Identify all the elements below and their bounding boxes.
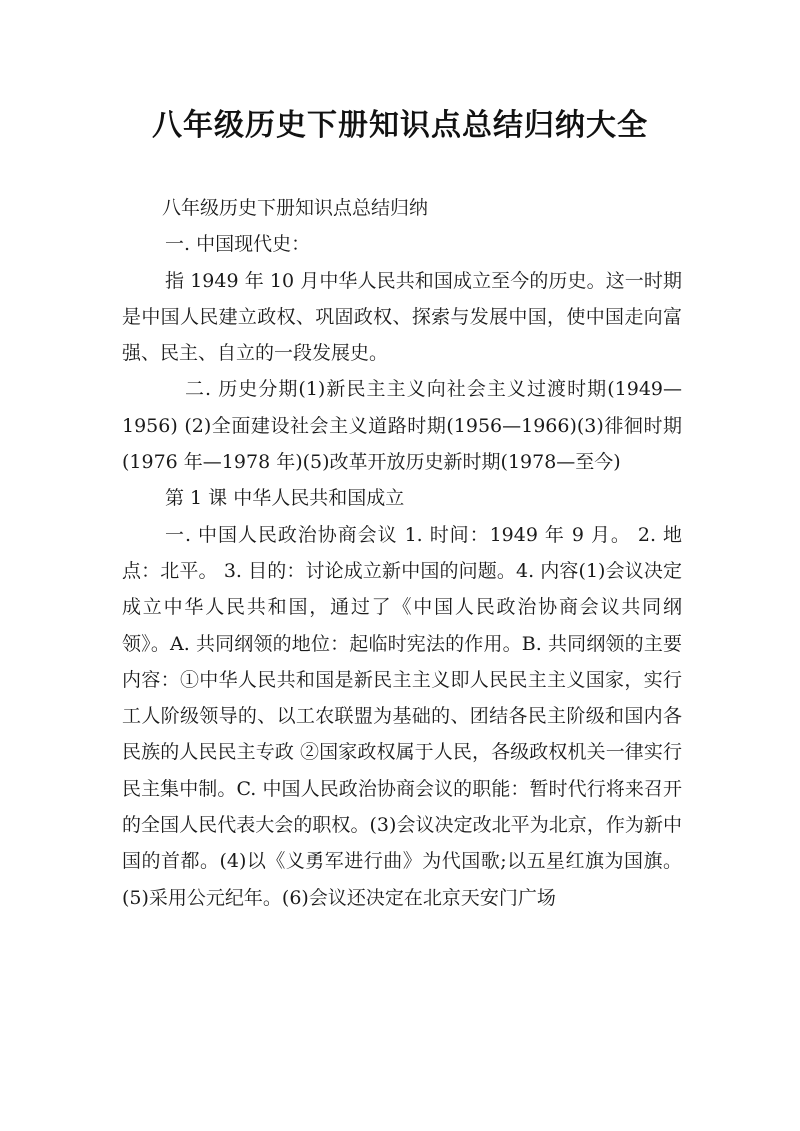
lesson-heading: 第 1 课 中华人民共和国成立 (165, 487, 405, 510)
paragraph-modern-history-definition: 指 1949 年 10 月中华人民共和国成立至今的历史。这一时期是中国人民建立政权、巩固政权、探索与发展中国，使中国走向富强、民主、自立的一段发展史。 (122, 269, 682, 365)
paragraph-cppcc: 一. 中国人民政治协商会议 1. 时间：1949 年 9 月。 2. 地点：北平。 3. 目的：讨论成立新中国的问题。4. 内容(1)会议决定成立中华人民共和国，通过了《中国人民政治协商会议共同纲领》。A. 共同纲领的地位：起临时宪法的作用。B. 共同纲领的主要内容：①中华人民共和国是新民主主义即人民民主主义国家，实行工人阶级领导的、以工农联盟为基础的、团结各民主阶级和国内各民族的人民民主专政 ②国家政权属于人民，各级政权机关一律实行民主集中制。C. 中国人民政治协商会议的职能：暂时代行将来召开的全国人民代表大会的职权。(3)会议决定改北平为北京，作为新中国的首都。(4)以《义勇军进行曲》为代国歌;以五星红旗为国旗。 (5)采用公元纪年。(6)会议还决定在北京天安门广场 (122, 523, 682, 909)
section-heading-modern-history: 一. 中国现代史： (165, 233, 311, 256)
document-body (122, 190, 682, 916)
paragraph-history-periods: 二. 历史分期(1)新民主主义向社会主义过渡时期(1949—1956) (2)全面建设社会主义道路时期(1956—1966)(3)徘徊时期(1976 年—1978 年)(5)改革开放历史新时期(1978—至今) (122, 378, 682, 474)
document-title: 八年级历史下册知识点总结归纳大全 (152, 108, 648, 143)
subtitle-paragraph: 八年级历史下册知识点总结归纳 (162, 197, 429, 219)
